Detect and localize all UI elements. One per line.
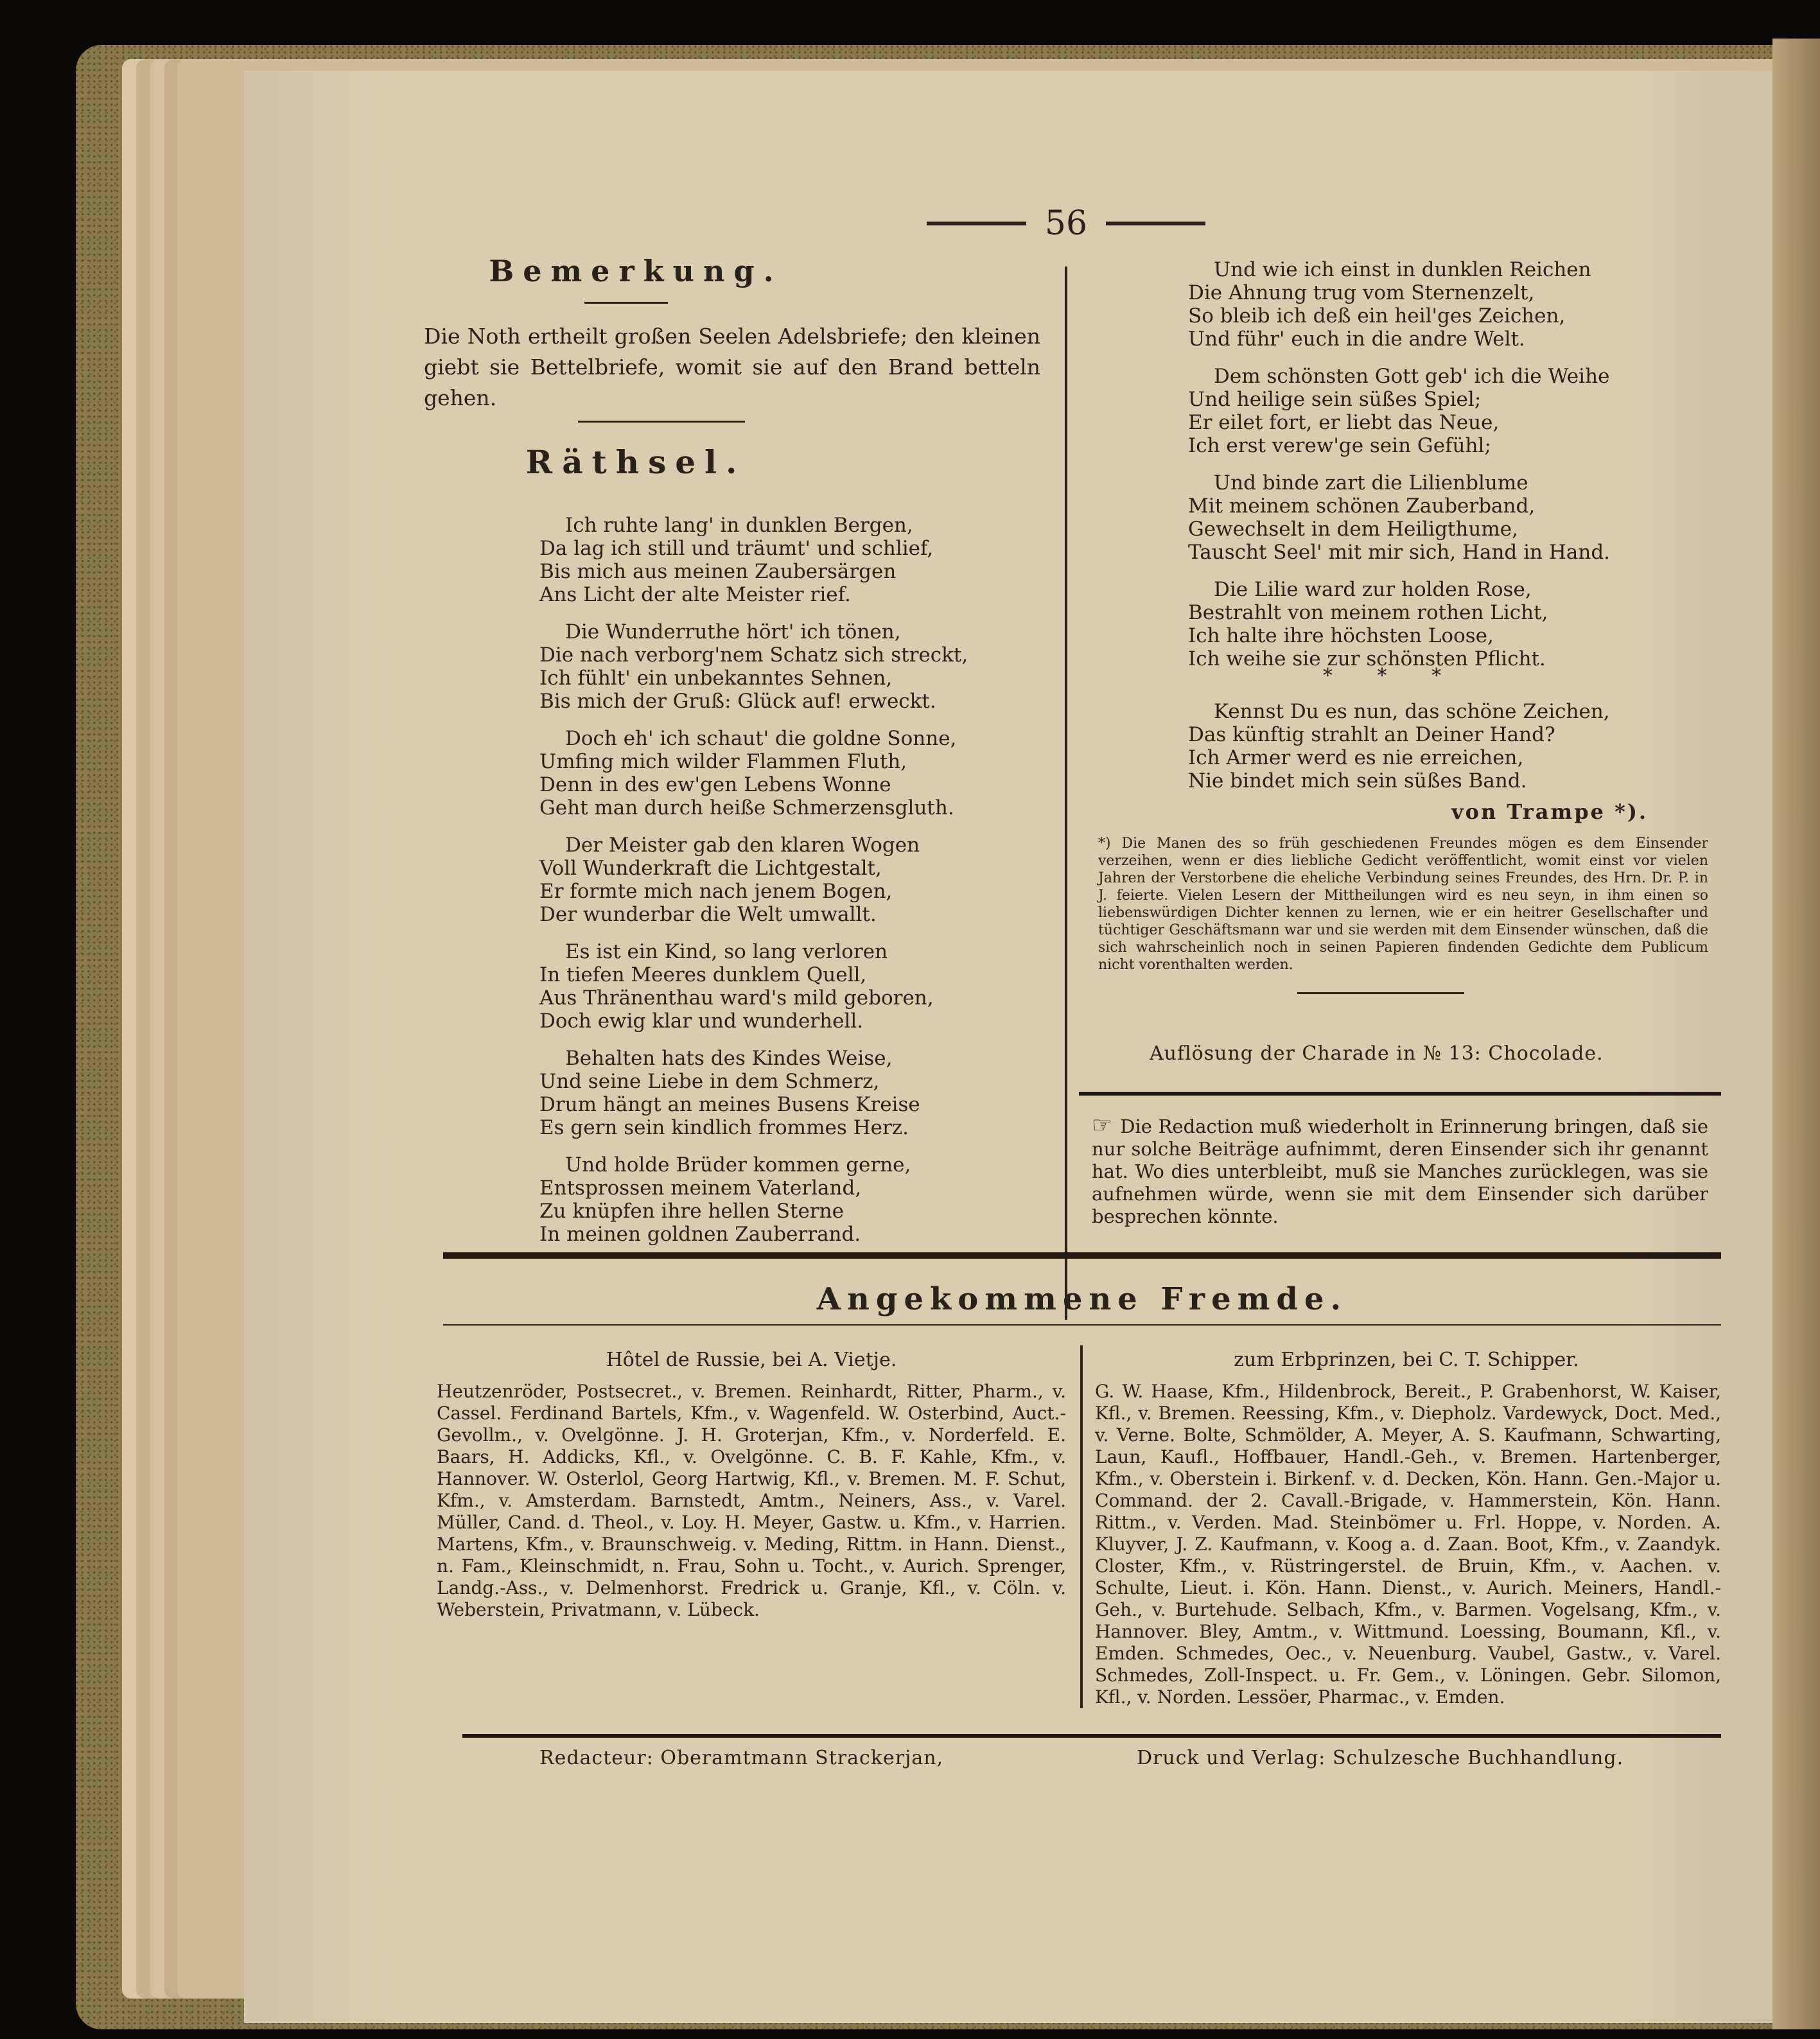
poem-line: Bestrahlt von meinem rothen Licht, xyxy=(1188,601,1548,624)
poem-line: In tiefen Meeres dunklem Quell, xyxy=(539,963,867,986)
poem-line: Dem schönsten Gott geb' ich die Weihe xyxy=(1214,365,1610,388)
poem-line: Denn in des ew'gen Lebens Wonne xyxy=(539,773,891,796)
page-number: 56 xyxy=(1044,204,1088,243)
poem-stanza xyxy=(1188,365,1715,457)
poem-line: Und führ' euch in die andre Welt. xyxy=(1188,328,1525,351)
hotel-russie-guests: Heutzenröder, Postsecret., v. Bremen. Reinhardt, Ritter, Pharm., v. Cassel. Ferdinand Bartels, Kfm., v. Wagenfeld. W. Osterbind, Auct.-Gevollm., v. Ovelgönne. J. H. Groterjan, Kfm., v. Norderfeld. E. Baars, H. Addicks, Kfl., v. Ovelgönne. C. B. F. Kahle, Kfm., v. Hannover. W. Osterlol, Georg Hartwig, Kfl., v. Bremen. M. F. Schut, Kfm., v. Amsterdam. Barnstedt, Amtm., Neiners, Ass., v. Varel. Müller, Cand. d. Theol., v. Loy. H. Meyer, Gastw. u. Kfm., v. Harrien. Martens, Kfm., v. Braunschweig. v. Meding, Rittm. in Hann. Dienst., n. Fam., Kleinschmidt, n. Frau, Sohn u. Tocht., v. Aurich. Sprenger, Landg.-Ass., v. Delmenhorst. Fredrick u. Granje, Kfl., v. Cöln. v. Weberstein, Privatmann, v. Lübeck. xyxy=(437,1381,1066,1620)
poem-line: Er formte mich nach jenem Bogen, xyxy=(539,880,893,903)
poem-line: Drum hängt an meines Busens Kreise xyxy=(539,1093,920,1116)
poem-signature: von Trampe *). xyxy=(1451,800,1649,824)
poem-stanza xyxy=(1188,700,1715,792)
poem-stanza xyxy=(539,620,1053,713)
poem-line: Ich erst verew'ge sein Gefühl; xyxy=(1188,434,1491,457)
poem-line: Voll Wunderkraft die Lichtgestalt, xyxy=(539,857,882,880)
riddle-poem xyxy=(539,514,1053,1260)
poem-line: Umfing mich wilder Flammen Fluth, xyxy=(539,750,907,773)
section-separator xyxy=(443,1252,1721,1259)
remark-heading: Bemerkung. xyxy=(489,254,783,288)
poem-line: Gewechselt in dem Heiligthume, xyxy=(1188,518,1518,541)
poem-line: In meinen goldnen Zauberrand. xyxy=(539,1223,861,1246)
riddle-heading: Räthsel. xyxy=(525,443,746,481)
facing-page-edge xyxy=(1772,39,1820,2029)
poem-line: Geht man durch heiße Schmerzensgluth. xyxy=(539,796,954,819)
poem-stanza xyxy=(539,1047,1053,1139)
hotel-russie-title: Hôtel de Russie, bei A. Vietje. xyxy=(606,1349,897,1371)
poem-stanza xyxy=(1188,258,1715,351)
notice-text: Die Redaction muß wiederholt in Erinnerung bringen, daß sie nur solche Beiträge aufnimmt, deren Einsender sich ihr genannt hat. Wo dies unterbleibt, muß sie Manches zurücklegen, was sie aufnehmen würde, wenn sie mit dem Einsender sich darüber besprechen könnte. xyxy=(1092,1116,1708,1227)
section-rule-1 xyxy=(578,421,745,423)
pointing-hand-icon: ☞ xyxy=(1092,1112,1113,1139)
poem-stanza xyxy=(539,727,1053,819)
column-divider-bottom xyxy=(1080,1345,1083,1708)
poem-line: Ich weihe sie zur schönsten Pflicht. xyxy=(1188,647,1546,670)
poem-stanza xyxy=(539,514,1053,606)
poem-line: Doch ewig klar und wunderhell. xyxy=(539,1010,864,1033)
poem-line: Die Ahnung trug vom Sternenzelt, xyxy=(1188,281,1535,304)
remark-rule xyxy=(584,302,668,304)
poem-line: Das künftig strahlt an Deiner Hand? xyxy=(1188,723,1555,746)
poem-line: Und holde Brüder kommen gerne, xyxy=(565,1153,911,1177)
poem-line: Ich fühlt' ein unbekanntes Sehnen, xyxy=(539,667,893,690)
poem-stanza xyxy=(539,940,1053,1033)
column-divider-top xyxy=(1065,267,1067,1320)
poem-line: Es gern sein kindlich frommes Herz. xyxy=(539,1116,909,1139)
poem-line: Die Lilie ward zur holden Rose, xyxy=(1214,578,1532,601)
poem-line: Behalten hats des Kindes Weise, xyxy=(565,1047,893,1070)
poem-line: Nie bindet mich sein süßes Band. xyxy=(1188,769,1527,792)
poem-line: Ich halte ihre höchsten Loose, xyxy=(1188,624,1494,647)
notice-rule xyxy=(1079,1092,1721,1096)
footnote: *) Die Manen des so früh geschiedenen Freundes mögen es dem Einsender verzeihen, wenn er dies liebliche Gedicht veröffentlicht, womit einst vor vielen Jahren der Verstorbene die eheliche Verbindung seines Freundes, des Hrn. Dr. P. in J. feierte. Vielen Lesern der Mittheilungen wird es neu seyn, in ihm einen so liebenswürdigen Dichter kennen zu lernen, wie er ein heitrer Gesellschafter und tüchtiger Geschäftsmann war und sie werden mit dem Einsender wünschen, daß die sich wahrscheinlich noch in seinen Papieren findenden Gedichte dem Publicum nicht vorenthalten werden. xyxy=(1098,836,1708,973)
poem-stanza xyxy=(1188,471,1715,564)
printer-credit: Druck und Verlag: Schulzesche Buchhandlung. xyxy=(1137,1747,1624,1769)
poem-line: Da lag ich still und träumt' und schlief, xyxy=(539,537,934,560)
header-rule-right xyxy=(1106,222,1205,225)
arrivals-rule xyxy=(443,1324,1721,1326)
poem-stanza xyxy=(539,1153,1053,1246)
poem-stanza xyxy=(539,834,1053,926)
poem-line: Bis mich der Gruß: Glück auf! erweckt. xyxy=(539,690,936,713)
arrivals-title: Angekommene Fremde. xyxy=(816,1281,1348,1317)
poem-line: Und seine Liebe in dem Schmerz, xyxy=(539,1070,880,1093)
remark-text: Die Noth ertheilt großen Seelen Adelsbriefe; den kleinen giebt sie Bettelbriefe, womit sie auf den Brand betteln gehen. xyxy=(424,324,1040,410)
poem-line: Die Wunderruthe hört' ich tönen, xyxy=(565,620,901,643)
page-number-header xyxy=(899,204,1233,243)
poem-line: Er eilet fort, er liebt das Neue, xyxy=(1188,411,1500,434)
editor-credit: Redacteur: Oberamtmann Strackerjan, xyxy=(539,1747,944,1769)
poem-line: Zu knüpfen ihre hellen Sterne xyxy=(539,1200,844,1223)
erbprinzen-guests: G. W. Haase, Kfm., Hildenbrock, Bereit., P. Grabenhorst, W. Kaiser, Kfl., v. Bremen. Reessing, Kfm., v. Diepholz. Vardewyck, Doct. Med., v. Verne. Bolte, Schmölder, A. Meyer, A. S. Kaufmann, Schwarting, Laun, Kaufl., Hoffbauer, Handl.-Geh., v. Bremen. Hartenberger, Kfm., v. Oberstein i. Birkenf. v. d. Decken, Kön. Hann. Gen.-Major u. Command. der 2. Cavall.-Brigade, v. Hammerstein, Kön. Hann. Rittm., v. Verden. Mad. Steinbömer u. Frl. Hoppe, v. Norden. A. Kluyver, J. Z. Kaufmann, v. Koog a. d. Zaan. Boot, Kfm., v. Zaandyk. Closter, Kfm., v. Rüstringerstel. de Bruin, Kfm., v. Aachen. v. Schulte, Lieut. i. Kön. Hann. Dienst., v. Aurich. Meiners, Handl.-Geh., v. Burtehude. Selbach, Kfm., v. Barmen. Vogelsang, Kfm., v. Hannover. Bley, Amtm., v. Wittmund. Loessing, Boumann, Kfl., v. Emden. Schmedes, Oec., v. Neuenburg. Vaubel, Gastw., v. Varel. Schmedes, Zoll-Inspect. u. Fr. Gem., v. Löningen. Gebr. Silomon, Kfl., v. Norden. Lessöer, Pharmac., v. Emden. xyxy=(1095,1381,1721,1708)
redaction-notice xyxy=(1092,1114,1708,1228)
poem-line: Ich ruhte lang' in dunklen Bergen, xyxy=(565,514,913,537)
footer-rule xyxy=(462,1734,1721,1738)
poem-line: Und wie ich einst in dunklen Reichen xyxy=(1214,258,1591,281)
poem-line: Doch eh' ich schaut' die goldne Sonne, xyxy=(565,727,957,750)
poem-line: Und heilige sein süßes Spiel; xyxy=(1188,388,1482,411)
poem-line: So bleib ich deß ein heil'ges Zeichen, xyxy=(1188,304,1566,328)
poem-line: Kennst Du es nun, das schöne Zeichen, xyxy=(1214,700,1610,723)
poem-line: Es ist ein Kind, so lang verloren xyxy=(565,940,888,963)
poem-line: Ans Licht der alte Meister rief. xyxy=(539,583,851,606)
header-rule-left xyxy=(927,222,1026,225)
riddle-poem-continued xyxy=(1188,258,1715,685)
poem-line: Tauscht Seel' mit mir sich, Hand in Hand. xyxy=(1188,541,1611,564)
poem-line: Aus Thränenthau ward's mild geboren, xyxy=(539,986,934,1010)
charade-solution: Auflösung der Charade in № 13: Chocolade. xyxy=(1150,1042,1604,1065)
poem-line: Und binde zart die Lilienblume xyxy=(1214,471,1528,494)
asterism: * * * xyxy=(1323,665,1461,687)
poem-line: Ich Armer werd es nie erreichen, xyxy=(1188,746,1524,769)
newspaper-page xyxy=(244,71,1772,2023)
poem-line: Der Meister gab den klaren Wogen xyxy=(565,834,920,857)
poem-line: Der wunderbar die Welt umwallt. xyxy=(539,903,877,926)
erbprinzen-title: zum Erbprinzen, bei C. T. Schipper. xyxy=(1234,1349,1579,1371)
footnote-rule xyxy=(1297,992,1464,994)
poem-line: Bis mich aus meinen Zaubersärgen xyxy=(539,560,897,583)
poem-line: Entsprossen meinem Vaterland, xyxy=(539,1177,862,1200)
final-stanza xyxy=(1188,700,1715,807)
poem-stanza xyxy=(1188,578,1715,670)
poem-line: Mit meinem schönen Zauberband, xyxy=(1188,494,1536,518)
poem-line: Die nach verborg'nem Schatz sich streckt, xyxy=(539,643,968,667)
